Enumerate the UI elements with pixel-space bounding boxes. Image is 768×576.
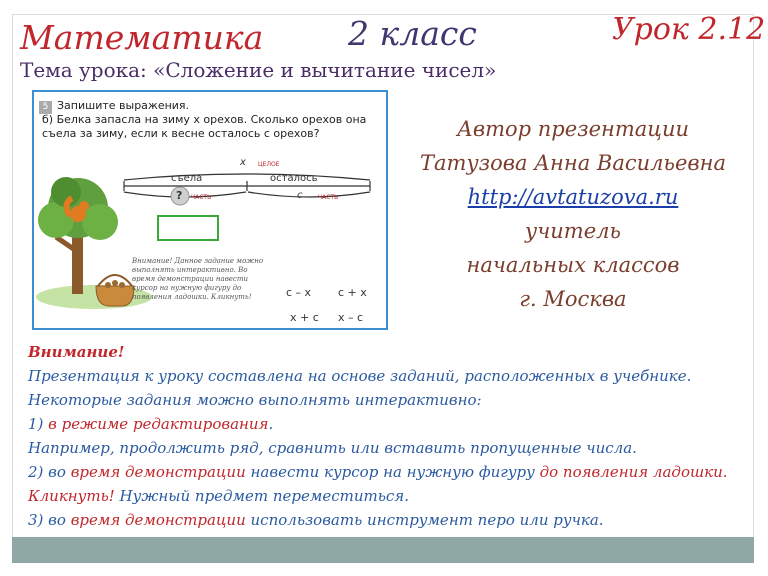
author-city: г. Москва	[519, 287, 627, 311]
part2-label: осталось	[270, 173, 318, 184]
part2-brace	[248, 192, 370, 197]
task-note: Внимание! Данное задание можно выполнять интерактивно. Во время демонстрации навести курсор на нужную фигуру до появления ладошки. Кликнуть!	[132, 257, 264, 301]
expression-option[interactable]: c – x	[286, 286, 312, 299]
attention-heading: Внимание!	[28, 343, 125, 361]
lesson-title: Урок 2.12	[612, 12, 766, 47]
answer-drop-box[interactable]	[157, 215, 219, 241]
part2-tag: ЧАСТЬ	[318, 194, 339, 201]
note-line: Кликнуть! Нужный предмет переместиться.	[28, 487, 409, 505]
basket-illustration	[96, 275, 134, 306]
whole-label: ЦЕЛОЕ	[258, 161, 280, 168]
part2-var: c	[297, 190, 303, 201]
task-heading	[39, 98, 189, 114]
expression-option[interactable]: x – c	[338, 311, 364, 324]
task-card	[32, 90, 388, 330]
expression-option[interactable]: x + c	[290, 311, 319, 324]
note-line: 1) в режиме редактирования.	[28, 415, 274, 433]
note-line: 3) во время демонстрации использовать инструмент перо или ручка.	[28, 511, 604, 529]
subject-title: Математика	[20, 18, 264, 57]
part1-tag: ЧАСТЬ	[191, 194, 212, 201]
lesson-topic: Тема урока: «Сложение и вычитание чисел»	[20, 58, 497, 82]
author-name: Татузова Анна Васильевна	[420, 151, 726, 175]
footer-bar	[12, 537, 754, 563]
author-link[interactable]: http://avtatuzova.ru	[467, 185, 679, 209]
task-instruction: Запишите выражения.	[57, 99, 190, 112]
task-problem: б) Белка запасла на зиму x орехов. Сколько орехов она съела за зиму, если к весне осталось c орехов?	[42, 113, 367, 140]
whole-brace	[124, 174, 370, 180]
author-role: учитель	[525, 219, 621, 243]
grade-title: 2 класс	[348, 14, 477, 53]
author-heading: Автор презентации	[456, 117, 690, 141]
author-block	[420, 112, 726, 316]
question-mark[interactable]: ?	[176, 189, 183, 202]
note-line: Например, продолжить ряд, сравнить или вставить пропущенные числа.	[28, 439, 637, 457]
tree-illustration	[38, 177, 118, 294]
whole-var: x	[240, 157, 246, 168]
instructions-block	[28, 340, 752, 532]
note-line: Некоторые задания можно выполнять интерактивно:	[28, 391, 482, 409]
note-line: 2) во время демонстрации навести курсор на нужную фигуру до появления ладошки.	[28, 463, 728, 481]
part1-label: съела	[171, 173, 203, 184]
expression-option[interactable]: c + x	[338, 286, 367, 299]
note-line: Презентация к уроку составлена на основе заданий, расположенных в учебнике.	[28, 367, 692, 385]
task-number: 5	[39, 101, 52, 114]
author-role-2: начальных классов	[466, 253, 680, 277]
